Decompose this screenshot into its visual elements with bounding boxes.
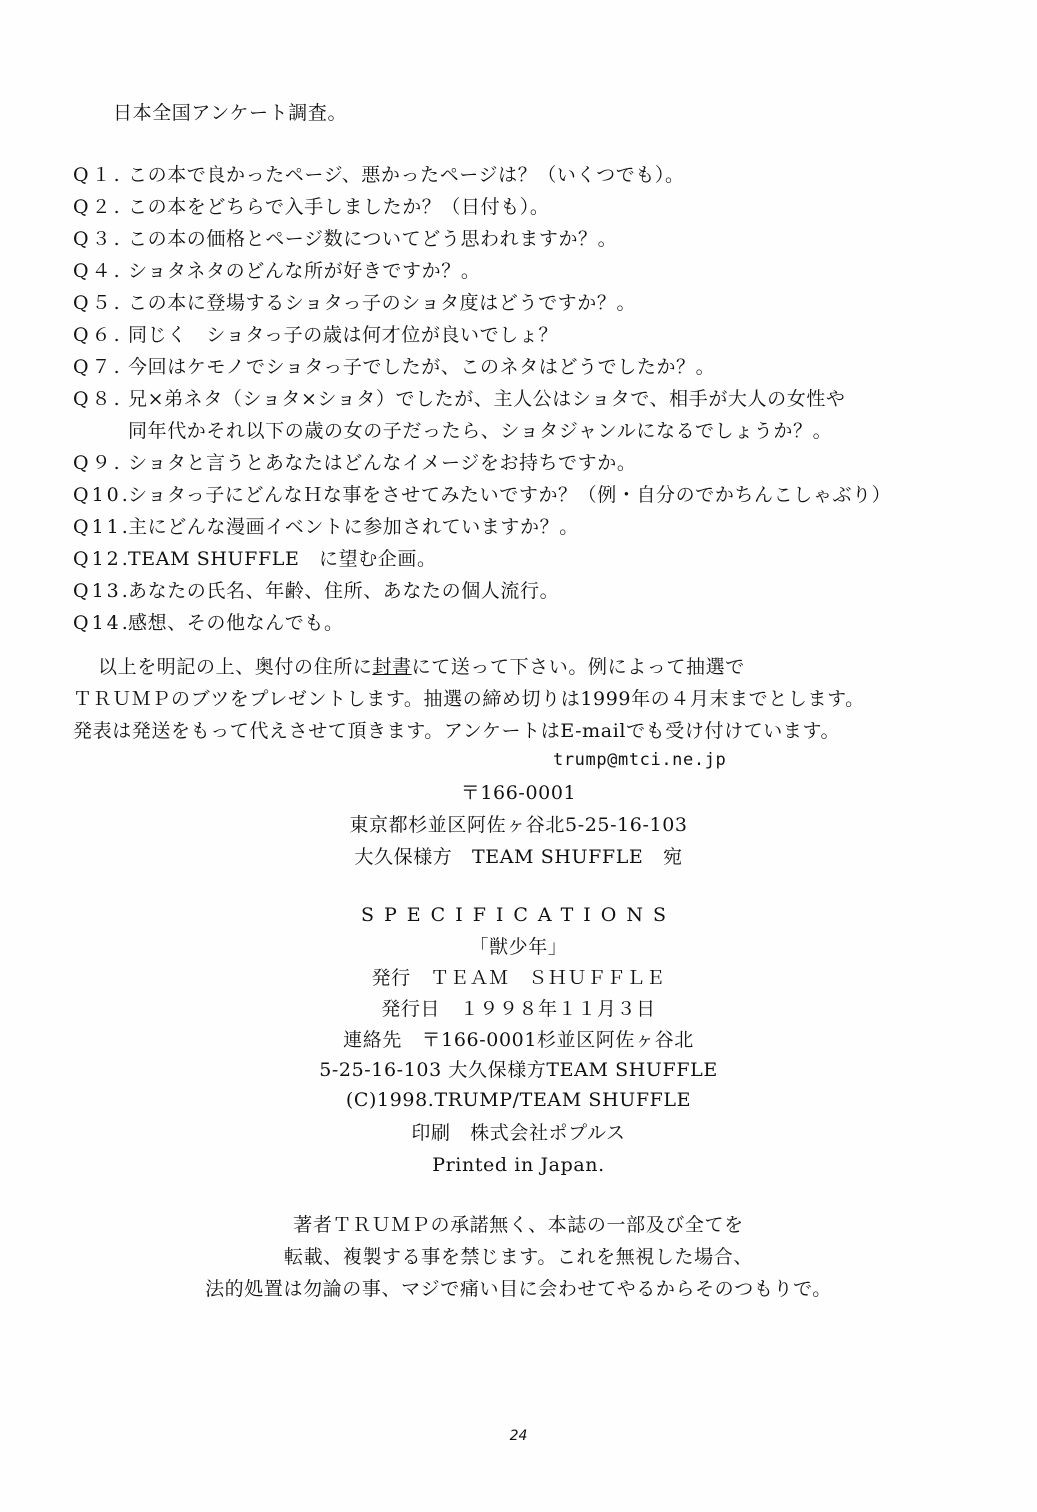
question-label: Q14. bbox=[73, 612, 131, 634]
contact-line-2: 5-25-16-103 大久保様方TEAM SHUFFLE bbox=[319, 1059, 718, 1081]
question-item bbox=[73, 323, 558, 347]
question-item bbox=[73, 291, 636, 315]
question-label: Q４. bbox=[73, 260, 123, 282]
question-item bbox=[73, 259, 480, 283]
specifications-heading: SPECIFICATIONS bbox=[360, 904, 677, 926]
question-label: Q７. bbox=[73, 356, 123, 378]
question-text: ショタっ子にどんなＨな事をさせてみたいですか？（例・自分のでかちんこしゃぶり） bbox=[128, 484, 892, 506]
question-item bbox=[73, 227, 617, 251]
contact-line-1: 連絡先 〒166-0001杉並区阿佐ヶ谷北 bbox=[343, 1029, 694, 1051]
question-item bbox=[73, 611, 344, 635]
question-label: Q10. bbox=[73, 484, 131, 506]
question-label: Q８. bbox=[73, 388, 123, 410]
question-label: Q12. bbox=[73, 548, 131, 570]
question-text: ショタと言うとあなたはどんなイメージをお持ちですか。 bbox=[128, 452, 637, 474]
question-item bbox=[73, 579, 559, 603]
question-label: Q11. bbox=[73, 516, 131, 538]
question-text: この本の価格とページ数についてどう思われますか？。 bbox=[128, 228, 618, 250]
question-text: この本に登場するショタっ子のショタ度はどうですか？。 bbox=[128, 292, 637, 314]
printed-in: Printed in Japan. bbox=[432, 1154, 605, 1176]
question-item bbox=[73, 387, 846, 411]
contact-email: trump@mtci.ne.jp bbox=[553, 750, 727, 770]
book-title: 「獣少年」 bbox=[469, 936, 568, 958]
postal-code: 〒166-0001 bbox=[460, 782, 577, 804]
page-title: 日本全国アンケート調査。 bbox=[113, 102, 348, 124]
question-text: 主にどんな漫画イベントに参加されていますか？。 bbox=[128, 516, 579, 538]
question-label: Q９. bbox=[73, 452, 123, 474]
question-text: この本で良かったページ、悪かったページは？（いくつでも）。 bbox=[128, 164, 685, 186]
notice-line-3: 法的処置は勿論の事、マジで痛い目に会わせてやるからそのつもりで。 bbox=[205, 1278, 832, 1300]
question-text: あなたの氏名、年齢、住所、あなたの個人流行。 bbox=[128, 580, 560, 602]
question-item bbox=[73, 483, 891, 507]
recipient: 大久保様方 TEAM SHUFFLE 宛 bbox=[354, 846, 683, 868]
question-label: Q13. bbox=[73, 580, 131, 602]
question-text: ショタネタのどんな所が好きですか？。 bbox=[128, 260, 481, 282]
instructions-line-1: 以上を明記の上、奥付の住所に封書にて送って下さい。例によって抽選で bbox=[98, 656, 745, 678]
question-item bbox=[73, 355, 715, 379]
question-label: Q１. bbox=[73, 164, 123, 186]
question-item bbox=[73, 195, 550, 219]
question-text: 兄×弟ネタ（ショタ×ショタ）でしたが、主人公はショタで、相手が大人の女性や bbox=[128, 388, 846, 410]
question-text: 今回はケモノでショタっ子でしたが、このネタはどうでしたか？。 bbox=[128, 356, 716, 378]
notice-line-1: 著者ＴＲＵＭＰの承諾無く、本誌の一部及び全てを bbox=[293, 1214, 744, 1236]
copyright: (C)1998.TRUMP/TEAM SHUFFLE bbox=[345, 1089, 692, 1111]
page-number: 24 bbox=[509, 1428, 528, 1444]
question-item bbox=[73, 451, 636, 475]
publisher: 発行 ＴＥＡＭ ＳＨＵＦＦＬＥ bbox=[371, 967, 666, 989]
printer: 印刷 株式会社ポプルス bbox=[411, 1122, 626, 1144]
question-label: Q６. bbox=[73, 324, 123, 346]
instructions-line-3: 発表は発送をもって代えさせて頂きます。アンケートはE-mailでも受け付けています。 bbox=[73, 720, 841, 742]
question-item bbox=[73, 163, 685, 187]
question-text: この本をどちらで入手しましたか？（日付も）。 bbox=[128, 196, 550, 218]
question-text: TEAM SHUFFLE に望む企画。 bbox=[128, 548, 437, 570]
envelope-emphasis: 封書 bbox=[372, 656, 412, 678]
question-item bbox=[73, 515, 579, 539]
question-label: Q２. bbox=[73, 196, 123, 218]
question-text: 感想、その他なんでも。 bbox=[128, 612, 344, 634]
question-text: 同じく ショタっ子の歳は何才位が良いでしょ？ bbox=[128, 324, 559, 346]
question-label: Q３. bbox=[73, 228, 123, 250]
instructions-line-2: ＴＲＵＭＰのブツをプレゼントします。抽選の締め切りは1999年の４月末までとします。 bbox=[73, 688, 865, 710]
street-address: 東京都杉並区阿佐ヶ谷北5-25-16-103 bbox=[349, 814, 688, 836]
question-item bbox=[73, 547, 437, 571]
question-text-continuation: 同年代かそれ以下の歳の女の子だったら、ショタジャンルになるでしょうか？。 bbox=[128, 420, 833, 442]
publication-date: 発行日 １９９８年１１月３日 bbox=[381, 998, 656, 1020]
question-label: Q５. bbox=[73, 292, 123, 314]
notice-line-2: 転載、複製する事を禁じます。これを無視した場合、 bbox=[284, 1246, 753, 1268]
